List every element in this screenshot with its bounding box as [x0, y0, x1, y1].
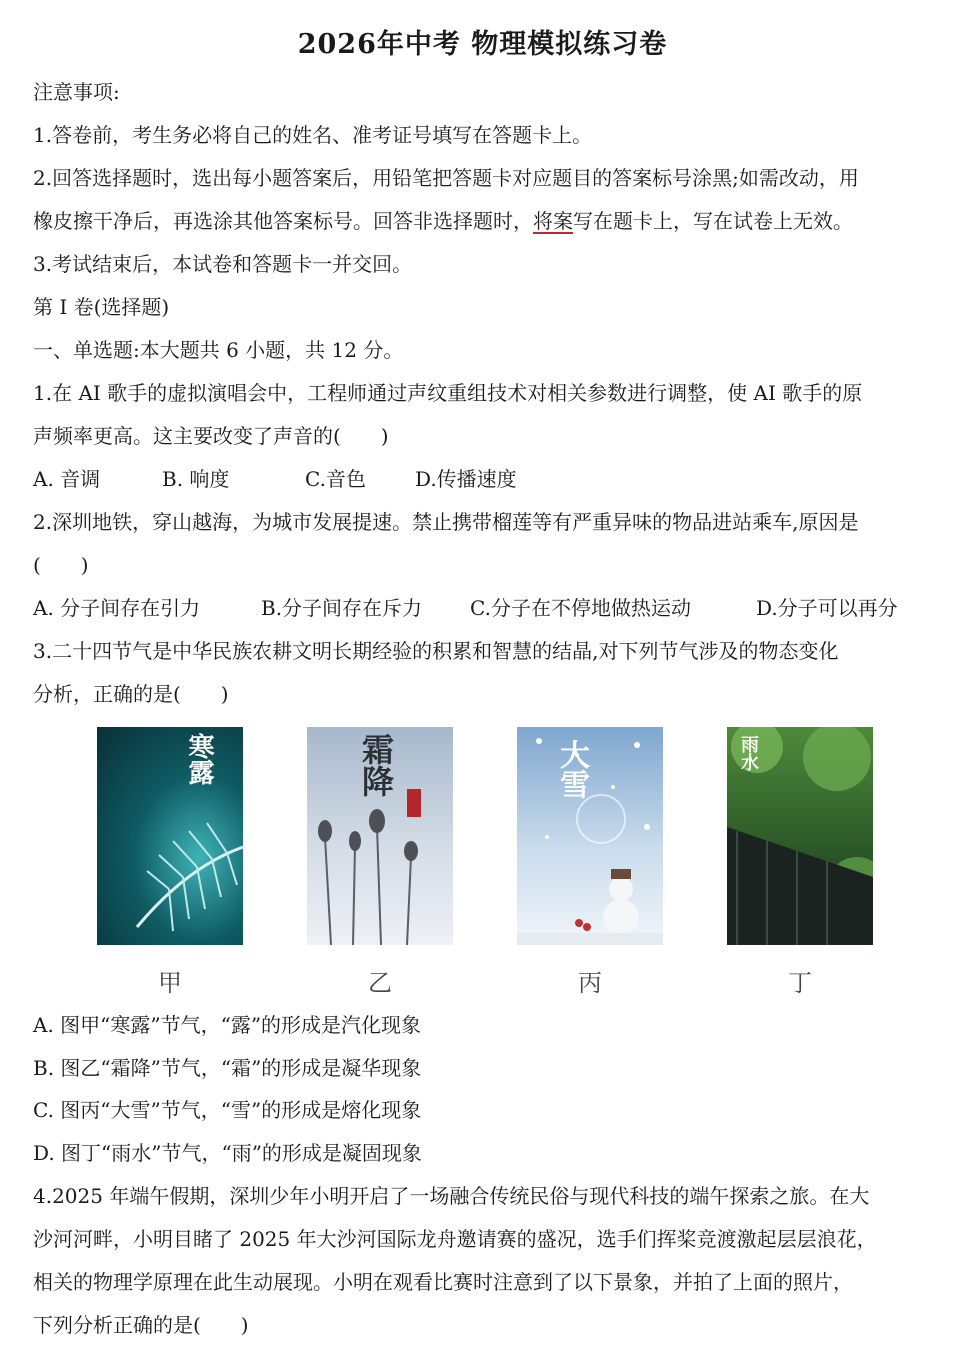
image-label: 丙 — [578, 969, 602, 997]
option-b: B.分子间存在斥力 — [261, 596, 423, 620]
poster-hanlu — [97, 727, 243, 945]
poster-yushui — [727, 727, 873, 945]
image-label: 乙 — [368, 969, 392, 997]
option-a: A. 音调 — [33, 467, 101, 491]
question-2-line-2: ( ) — [33, 553, 89, 577]
page-title: 2026年中考 物理模拟练习卷 — [297, 29, 668, 60]
poster-title: 雨水 — [738, 735, 759, 771]
note-2-text-c: 写在题卡上，写在试卷上无效。 — [573, 209, 853, 233]
question-3-line-2: 分析，正确的是( ) — [33, 682, 229, 706]
question-3-option-b: B. 图乙“霜降”节气，“霜”的形成是凝华现象 — [33, 1056, 422, 1080]
option-d: D.分子可以再分 — [756, 596, 898, 620]
poster-shuangjiang — [307, 727, 453, 945]
frosted-leaf-illustration — [97, 727, 243, 945]
poster-daxue — [517, 727, 663, 945]
note-2-text-a: 橡皮擦干净后，再选涂其他答案标号。回答非选择题时， — [33, 209, 533, 233]
option-c: C.音色 — [305, 467, 366, 491]
question-3-option-c: C. 图丙“大雪”节气，“雪”的形成是熔化现象 — [33, 1098, 422, 1122]
note-2-underlined-text: 将案 — [533, 209, 573, 233]
question-4-line-4: 下列分析正确的是( ) — [33, 1313, 249, 1337]
question-2-line-1: 2.深圳地铁，穿山越海，为城市发展提速。禁止携带榴莲等有严重异味的物品进站乘车,原因是 — [33, 510, 859, 534]
option-a: A. 分子间存在引力 — [33, 596, 201, 620]
question-1-line-2: 声频率更高。这主要改变了声音的( ) — [33, 424, 389, 448]
question-4-line-2: 沙河河畔，小明目睹了 2025 年大沙河国际龙舟邀请赛的盛况，选手们挥桨竞渡激起层层浪花， — [33, 1227, 877, 1251]
option-c: C.分子在不停地做热运动 — [470, 596, 691, 620]
section-heading: 一、单选题:本大题共 6 小题，共 12 分。 — [33, 338, 404, 362]
note-1: 1.答卷前，考生务必将自己的姓名、准考证号填写在答题卡上。 — [33, 123, 593, 147]
image-label: 丁 — [788, 969, 812, 997]
note-2-line-2 — [33, 207, 853, 235]
question-4-line-1: 4.2025 年端午假期，深圳少年小明开启了一场融合传统民俗与现代科技的端午探索之旅。在大 — [33, 1184, 870, 1208]
image-label: 甲 — [158, 969, 182, 997]
note-3: 3.考试结束后，本试卷和答题卡一并交回。 — [33, 252, 413, 276]
poster-title: 霜降 — [357, 733, 395, 797]
question-1-line-1: 1.在 AI 歌手的虚拟演唱会中，工程师通过声纹重组技术对相关参数进行调整，使 AI 歌手的原 — [33, 381, 863, 405]
option-b: B. 响度 — [162, 467, 230, 491]
red-seal-icon — [407, 789, 421, 817]
option-d: D.传播速度 — [415, 467, 517, 491]
note-2-line-1: 2.回答选择题时，选出每小题答案后，用铅笔把答题卡对应题目的答案标号涂黑;如需改动，用 — [33, 166, 859, 190]
question-3-line-1: 3.二十四节气是中华民族农耕文明长期经验的积累和智慧的结晶,对下列节气涉及的物态变化 — [33, 639, 839, 663]
question-3-option-a: A. 图甲“寒露”节气，“露”的形成是汽化现象 — [33, 1013, 422, 1037]
notes-heading: 注意事项: — [33, 80, 120, 104]
question-4-line-3: 相关的物理学原理在此生动展现。小明在观看比赛时注意到了以下景象，并拍了上面的照片， — [33, 1270, 853, 1294]
poster-title: 寒露 — [184, 733, 214, 785]
question-3-option-d: D. 图丁“雨水”节气，“雨”的形成是凝固现象 — [33, 1141, 422, 1165]
part-heading: 第 I 卷(选择题) — [33, 295, 170, 319]
poster-title: 大雪 — [554, 739, 589, 799]
